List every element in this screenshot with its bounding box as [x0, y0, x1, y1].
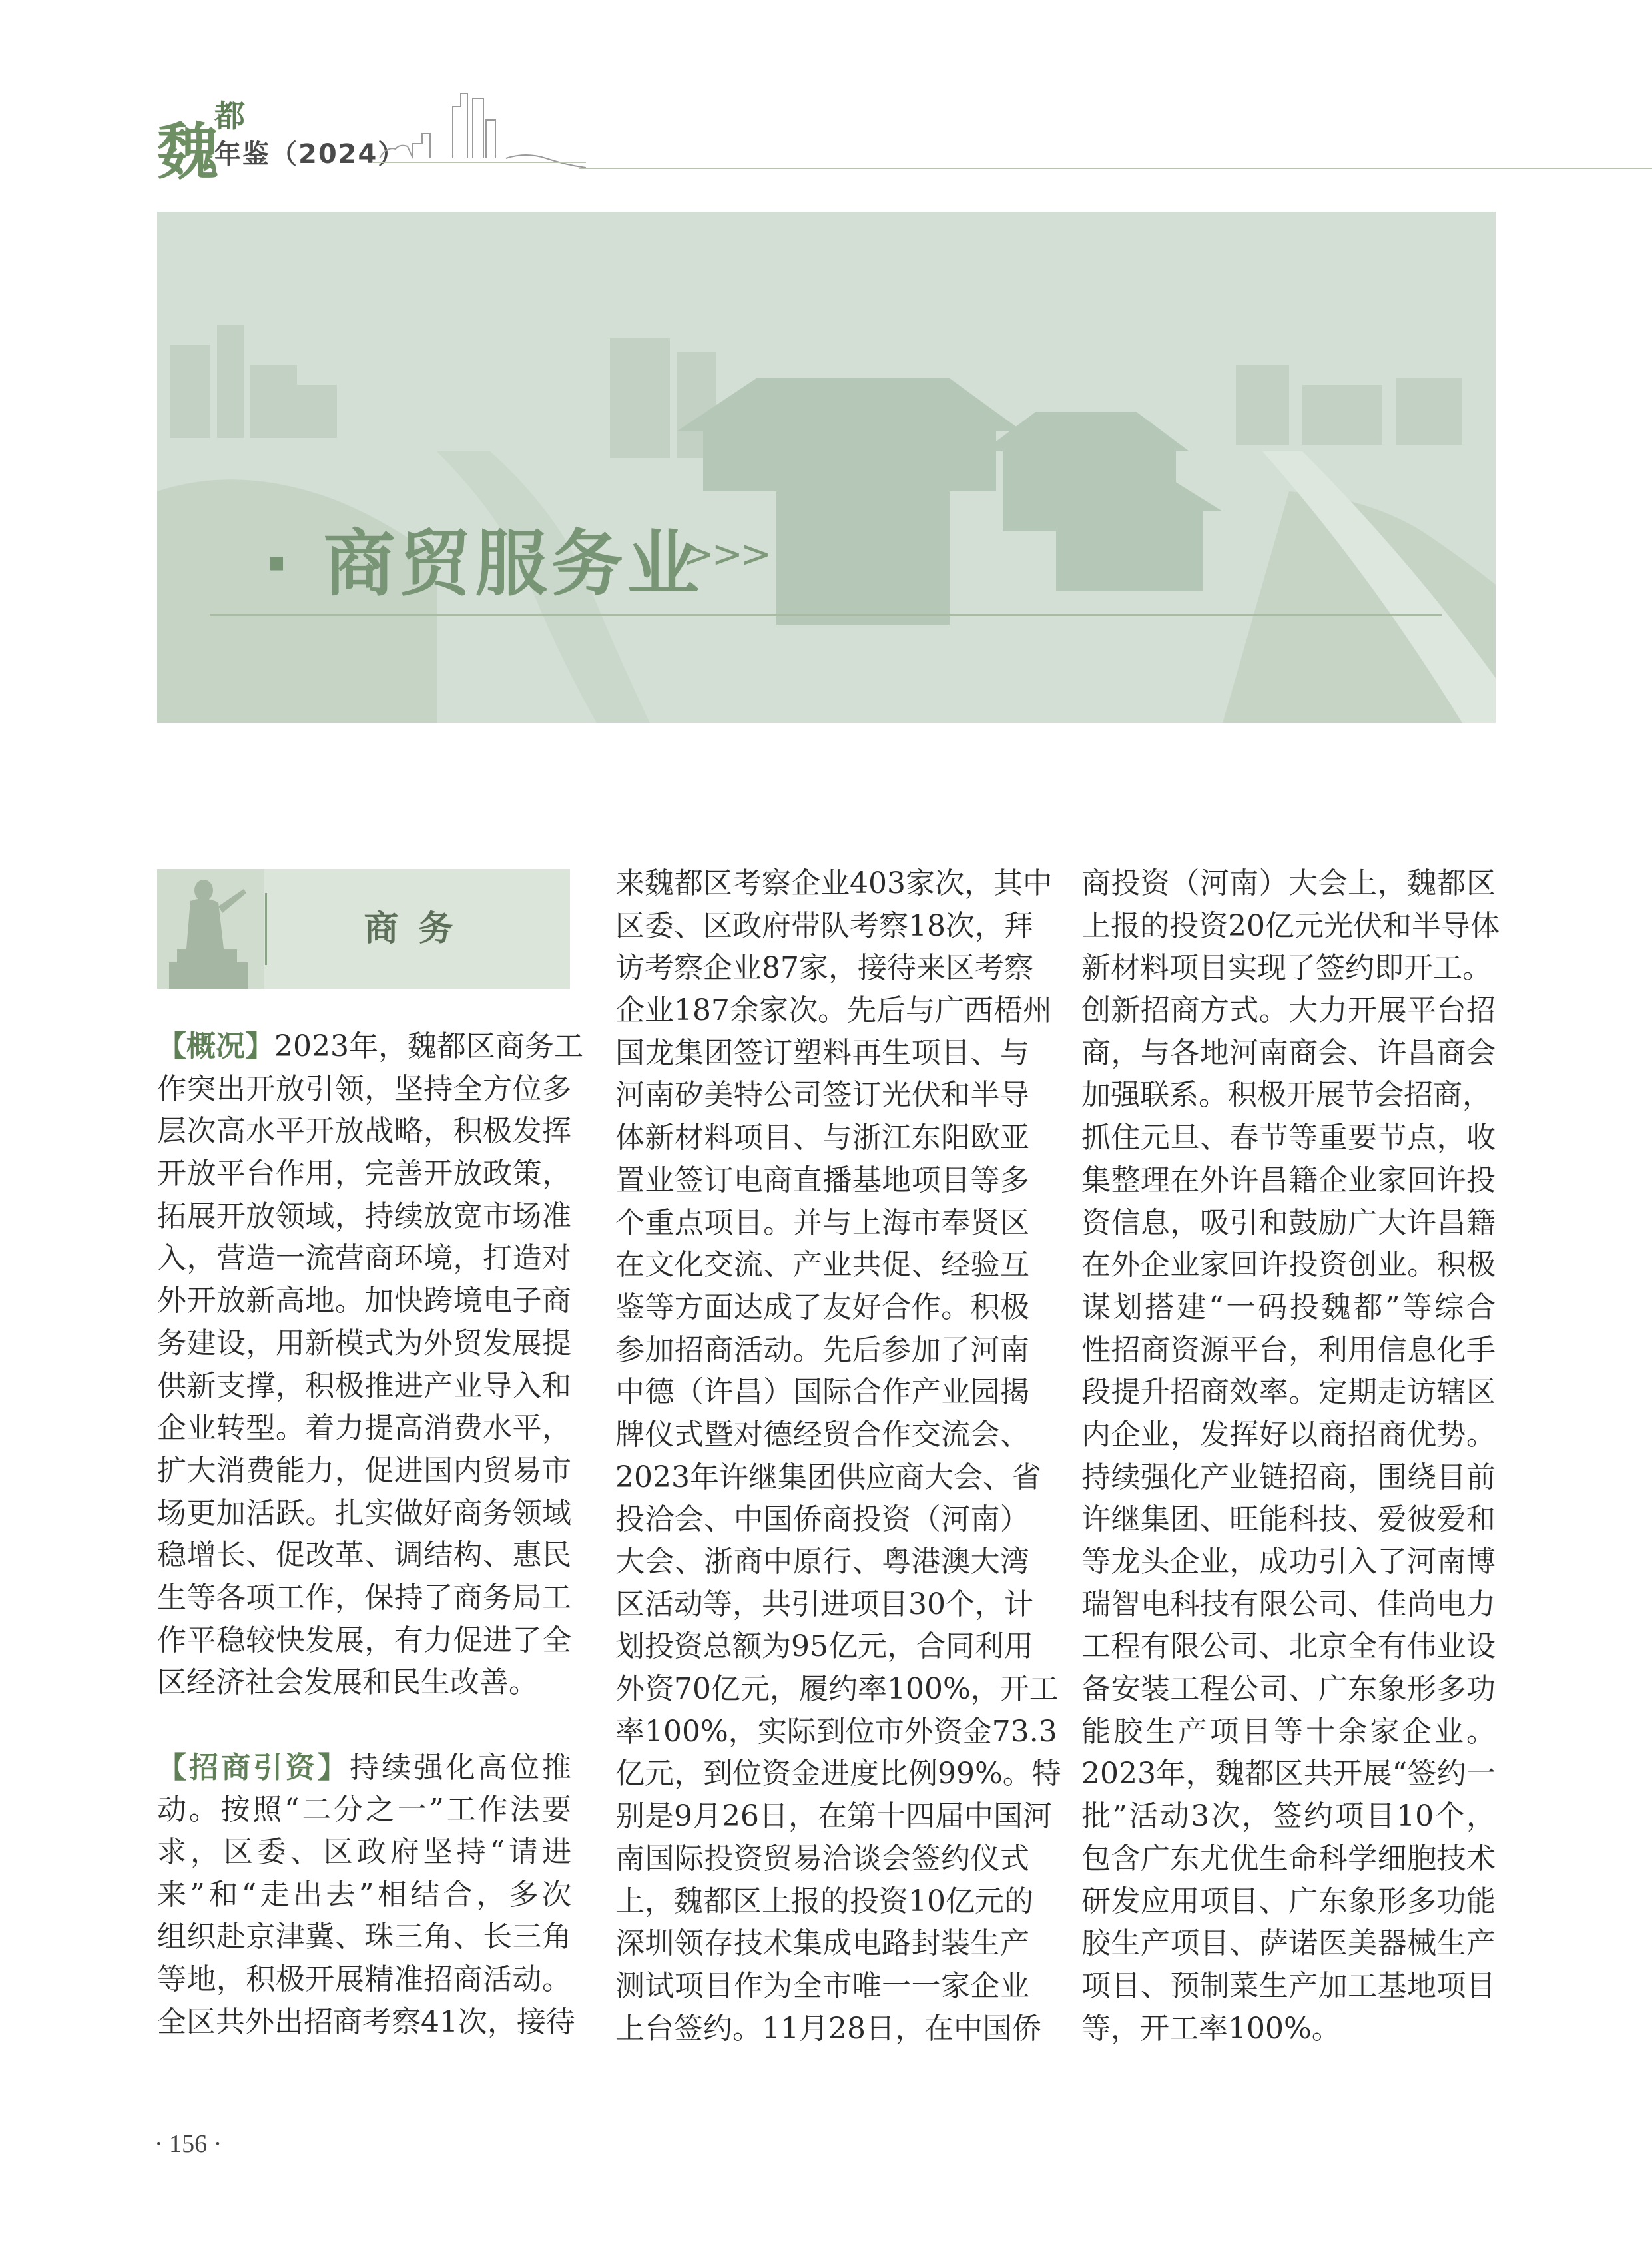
text-line — [1081, 1541, 1496, 1583]
skyline-illustration — [373, 80, 586, 180]
text-line — [615, 1074, 1029, 1117]
subsection-header — [157, 869, 570, 989]
line-text: 全区共外出招商考察41次，接待 — [157, 2004, 575, 2039]
line-text: 持续强化高位推 — [350, 1750, 571, 1785]
text-line — [1081, 1625, 1496, 1668]
text-line — [1081, 1838, 1496, 1880]
text-line — [157, 1025, 583, 1068]
line-text: 扩大消费能力，促进国内贸易市 — [157, 1453, 571, 1488]
text-line — [615, 1032, 1029, 1075]
line-text: 体新材料项目、与浙江东阳欧亚 — [615, 1121, 1029, 1155]
text-line — [1081, 1074, 1496, 1117]
line-text: 在文化交流、产业共促、经验互 — [615, 1248, 1029, 1282]
line-text: 大会、浙商中原行、粤港澳大湾 — [615, 1545, 1029, 1579]
text-line — [615, 1838, 1029, 1880]
text-line — [1081, 1498, 1496, 1541]
text-line — [157, 1110, 571, 1153]
line-text: 求，区委、区政府坚持“请进 — [157, 1835, 571, 1870]
text-line — [157, 1661, 571, 1704]
line-text: 企业转型。着力提高消费水平， — [157, 1411, 571, 1446]
line-text: 别是9月26日，在第十四届中国河 — [615, 1799, 1052, 1834]
line-text: 层次高水平开放战略，积极发挥 — [157, 1114, 571, 1149]
line-text: 包含广东尤优生命科学细胞技术 — [1081, 1841, 1496, 1876]
line-text: 亿元，到位资金进度比例99%。特 — [615, 1757, 1061, 1791]
text-line — [615, 1541, 1029, 1583]
line-text: 外开放新高地。加快跨境电子商 — [157, 1284, 571, 1318]
text-line — [157, 1534, 571, 1577]
line-text: 研发应用项目、广东象形多功能 — [1081, 1884, 1496, 1918]
line-text: 深圳领存技术集成电路封装生产 — [615, 1926, 1029, 1961]
text-line — [157, 1747, 571, 1789]
logo-char-du: 都 — [214, 98, 245, 134]
line-text: 2023年，魏都区商务工 — [274, 1029, 583, 1063]
line-text: 性招商资源平台，利用信息化手 — [1081, 1332, 1496, 1367]
statue-illustration — [157, 869, 264, 989]
text-line — [615, 1711, 1057, 1753]
line-text: 能胶生产项目等十余家企业。 — [1081, 1714, 1496, 1749]
line-text: 区活动等，共引进项目30个，计 — [615, 1587, 1033, 1621]
line-text: 等，开工率100%。 — [1081, 2011, 1341, 2046]
text-line — [1081, 1117, 1496, 1159]
line-text: 拓展开放领域，持续放宽市场准 — [157, 1199, 571, 1233]
text-line — [157, 2001, 575, 2044]
text-line — [157, 1280, 571, 1322]
text-line — [1081, 1414, 1496, 1456]
text-line — [615, 947, 1033, 989]
text-line — [615, 905, 1033, 948]
line-text: 创新招商方式。大力开展平台招 — [1081, 993, 1496, 1028]
line-text: 集整理在外许昌籍企业家回许投 — [1081, 1163, 1496, 1197]
line-text: 抓住元旦、春节等重要节点，收 — [1081, 1121, 1496, 1155]
line-text: 区委、区政府带队考察18次，拜 — [615, 908, 1033, 943]
line-text: 等地，积极开展精准招商活动。 — [157, 1962, 571, 1997]
text-line — [615, 2008, 1041, 2050]
text-line — [1081, 1795, 1496, 1838]
line-text: 作平稳较快发展，有力促进了全 — [157, 1623, 571, 1657]
text-line — [615, 1329, 1029, 1372]
chevron-right-icon: >>> — [683, 533, 769, 576]
text-column-1 — [157, 1025, 583, 2044]
line-text: 批”活动3次，签约项目10个， — [1081, 1799, 1496, 1834]
text-line — [1081, 862, 1496, 905]
header-rule — [579, 168, 1652, 169]
text-line — [615, 1117, 1029, 1159]
text-line — [615, 1202, 1029, 1245]
text-column-2 — [615, 862, 1061, 2050]
text-line — [157, 1237, 571, 1280]
text-line — [157, 1195, 571, 1238]
text-line — [1081, 1244, 1496, 1286]
text-line — [1081, 1668, 1496, 1711]
line-text: 谋划搭建“一码投魏都”等综合 — [1081, 1290, 1496, 1324]
text-line — [157, 1365, 571, 1408]
text-line — [1081, 947, 1496, 989]
line-text: 上，魏都区上报的投资10亿元的 — [615, 1884, 1033, 1918]
running-header — [0, 80, 1652, 185]
line-text: 资信息，吸引和鼓励广大许昌籍 — [1081, 1205, 1496, 1240]
text-line — [157, 1407, 571, 1450]
text-line — [157, 1619, 571, 1662]
line-text: 河南矽美特公司签订光伏和半导 — [615, 1078, 1029, 1113]
text-line — [615, 862, 1052, 905]
text-line — [615, 1922, 1029, 1965]
line-text: 个重点项目。并与上海市奉贤区 — [615, 1205, 1029, 1240]
text-line — [615, 1414, 1029, 1456]
text-line — [1081, 905, 1500, 948]
line-text: 加强联系。积极开展节会招商， — [1081, 1078, 1492, 1113]
line-text: 牌仪式暨对德经贸合作交流会、 — [615, 1417, 1029, 1452]
banner-rule — [210, 614, 1442, 616]
text-line — [1081, 1329, 1496, 1372]
line-text: 来魏都区考察企业403家次，其中 — [615, 866, 1052, 900]
line-text: 在外企业家回许投资创业。积极 — [1081, 1248, 1496, 1282]
text-line — [157, 1789, 571, 1831]
text-line — [615, 1583, 1033, 1626]
text-line — [615, 1625, 1033, 1668]
line-text: 参加招商活动。先后参加了河南 — [615, 1332, 1029, 1367]
page-number: · 156 · — [154, 2130, 222, 2158]
text-line — [157, 1916, 571, 1958]
text-line — [1081, 2008, 1496, 2050]
line-text: 访考察企业87家，接待来区考察 — [615, 951, 1033, 985]
line-text: 国龙集团签订塑料再生项目、与 — [615, 1035, 1029, 1070]
text-line — [1081, 1202, 1496, 1245]
text-line — [1081, 1965, 1496, 2008]
logo-char-wei: 魏 — [157, 116, 219, 185]
text-line — [615, 1753, 1061, 1795]
line-text: 鉴等方面达成了友好合作。积极 — [615, 1290, 1029, 1324]
text-line — [615, 1371, 1029, 1414]
line-text: 项目、预制菜生产加工基地项目 — [1081, 1968, 1496, 2003]
line-text: 南国际投资贸易洽谈会签约仪式 — [615, 1841, 1029, 1876]
text-line — [1081, 1880, 1496, 1923]
line-text: 段提升招商效率。定期走访辖区 — [1081, 1375, 1496, 1410]
text-line — [1081, 1711, 1496, 1753]
line-text: 率100%，实际到位市外资金73.3 — [615, 1714, 1057, 1749]
line-text: 稳增长、促改革、调结构、惠民 — [157, 1538, 571, 1573]
text-line — [157, 1068, 571, 1111]
text-line — [615, 1286, 1029, 1329]
line-text: 入，营造一流营商环境，打造对 — [157, 1241, 571, 1276]
line-text: 务建设，用新模式为外贸发展提 — [157, 1326, 571, 1360]
text-line — [157, 1450, 571, 1492]
text-line — [1081, 1032, 1496, 1075]
text-line — [157, 1322, 571, 1365]
text-line — [157, 1831, 571, 1874]
text-line — [1081, 1583, 1496, 1626]
text-line — [615, 1159, 1029, 1202]
text-line — [1081, 1286, 1496, 1329]
text-line — [1081, 1753, 1496, 1795]
line-text: 场更加活跃。扎实做好商务领域 — [157, 1496, 571, 1530]
line-text: 2023年许继集团供应商大会、省 — [615, 1460, 1041, 1494]
line-text: 开放平台作用，完善开放政策， — [157, 1157, 571, 1191]
line-text: 内企业，发挥好以商招商优势。 — [1081, 1417, 1496, 1452]
line-text: 持续强化产业链招商，围绕目前 — [1081, 1460, 1496, 1494]
logo-mark — [154, 112, 221, 185]
text-line — [157, 1153, 571, 1195]
text-line — [615, 1795, 1052, 1838]
line-text: 上报的投资20亿元光伏和半导体 — [1081, 908, 1500, 943]
line-text: 工程有限公司、北京全有伟业设 — [1081, 1629, 1496, 1664]
text-line — [1081, 1159, 1496, 1202]
line-text: 备安装工程公司、广东象形多功 — [1081, 1672, 1496, 1707]
yearbook-subtitle: 年鉴（2024） — [214, 139, 406, 170]
text-line — [157, 1577, 571, 1619]
text-line — [615, 1456, 1041, 1499]
line-text: 瑞智电科技有限公司、佳尚电力 — [1081, 1587, 1496, 1621]
line-text: 划投资总额为95亿元，合同利用 — [615, 1629, 1033, 1664]
text-line — [1081, 989, 1496, 1032]
line-text: 企业187余家次。先后与广西梧州 — [615, 993, 1052, 1028]
line-text: 测试项目作为全市唯一一家企业 — [615, 1968, 1029, 2003]
text-line — [1081, 1922, 1496, 1965]
paragraph-gap — [157, 1704, 571, 1747]
text-column-3 — [1081, 862, 1500, 2050]
text-line — [1081, 1456, 1496, 1499]
text-line — [615, 1880, 1033, 1923]
line-text: 置业签订电商直播基地项目等多 — [615, 1163, 1029, 1197]
subsection-label: 商务 — [364, 909, 473, 949]
section-banner — [157, 212, 1496, 723]
line-text: 动。按照“二分之一”工作法要 — [157, 1793, 571, 1827]
line-text: 来”和“走出去”相结合，多次 — [157, 1877, 571, 1912]
text-line — [615, 1498, 1029, 1541]
line-text: 上台签约。11月28日，在中国侨 — [615, 2011, 1041, 2046]
line-text: 生等各项工作，保持了商务局工 — [157, 1580, 571, 1615]
text-line — [1081, 1371, 1496, 1414]
line-text: 外资70亿元，履约率100%，开工 — [615, 1672, 1059, 1707]
text-line — [615, 1244, 1029, 1286]
line-text: 商，与各地河南商会、许昌商会 — [1081, 1035, 1496, 1070]
line-text: 作突出开放引领，坚持全方位多 — [157, 1071, 571, 1106]
line-text: 胶生产项目、萨诺医美器械生产 — [1081, 1926, 1496, 1961]
text-line — [615, 1668, 1059, 1711]
text-line — [615, 1965, 1029, 2008]
entry-keyword: 【招商引资】 — [157, 1750, 350, 1785]
section-title: · 商贸服务业 — [263, 523, 703, 606]
line-text: 许继集团、旺能科技、爱彼爱和 — [1081, 1502, 1496, 1537]
line-text: 供新支撑，积极推进产业导入和 — [157, 1368, 571, 1403]
line-text: 2023年，魏都区共开展“签约一 — [1081, 1757, 1496, 1791]
line-text: 中德（许昌）国际合作产业园揭 — [615, 1375, 1029, 1410]
line-text: 商投资（河南）大会上，魏都区 — [1081, 866, 1496, 900]
line-text: 区经济社会发展和民生改善。 — [157, 1665, 538, 1700]
text-line — [615, 989, 1052, 1032]
line-text: 等龙头企业，成功引入了河南博 — [1081, 1545, 1496, 1579]
city-photo-backdrop — [157, 212, 1496, 723]
entry-keyword: 【概况】 — [157, 1029, 274, 1063]
text-line — [157, 1958, 571, 2001]
line-text: 组织赴京津冀、珠三角、长三角 — [157, 1920, 571, 1954]
text-line — [157, 1492, 571, 1535]
line-text: 新材料项目实现了签约即开工。 — [1081, 951, 1492, 985]
line-text: 投洽会、中国侨商投资（河南） — [615, 1502, 1029, 1537]
text-line — [157, 1874, 571, 1916]
